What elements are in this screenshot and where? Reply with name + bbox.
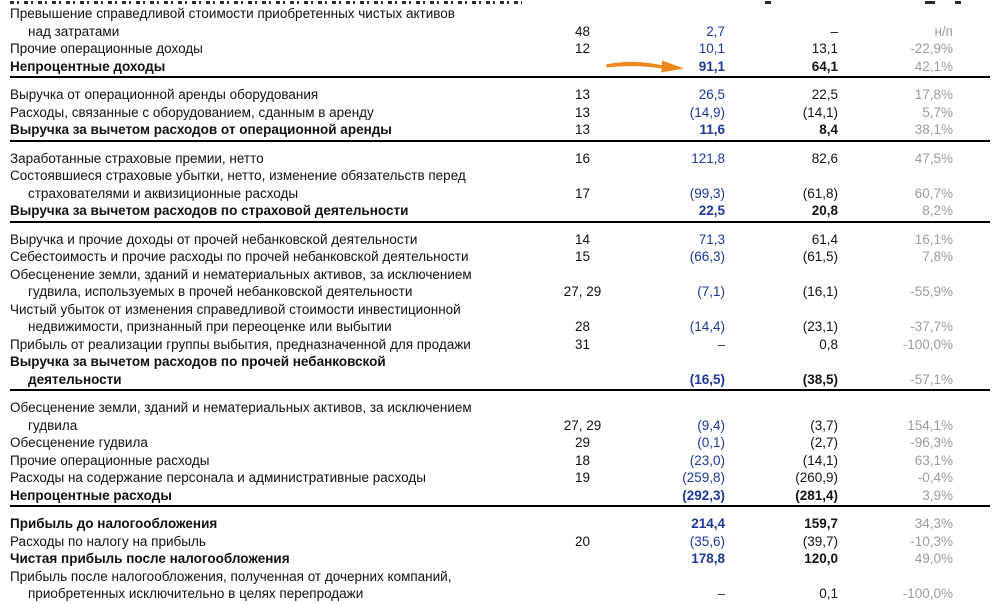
row-label-line: над затратами [28, 23, 120, 39]
note-reference: 20 [574, 533, 591, 549]
row-label [0, 86, 555, 104]
value-prior-period: 82,6 [811, 150, 838, 166]
table-row [0, 5, 1000, 40]
value-current-period: 2,7 [706, 23, 725, 39]
table-row [0, 150, 1000, 168]
row-label-line: приобретенных исключительно в целях перепродажи [28, 586, 364, 601]
note-reference: 19 [574, 470, 591, 485]
row-label [0, 301, 555, 336]
value-prior-period: (38,5) [802, 371, 838, 387]
row-label-line: Выручка за вычетом расходов от операционной аренды [10, 122, 392, 137]
row-label [0, 550, 555, 568]
row-label [0, 5, 555, 40]
row-label [0, 487, 555, 505]
value-prior-period: 120,0 [804, 551, 838, 566]
row-label [0, 104, 555, 122]
row-label-line: Выручка от операционной аренды оборудования [10, 87, 319, 102]
row-label-line: гудвила, используемых в прочей небанковской деятельности [28, 284, 413, 299]
change-percent: 34,3% [914, 516, 953, 531]
change-percent: -57,1% [910, 371, 953, 387]
change-percent: -0,4% [917, 470, 953, 485]
change-percent: 154,1% [907, 417, 953, 433]
change-percent: 47,5% [914, 150, 953, 166]
row-label-line: Себестоимость и прочие расходы по прочей небанковской деятельности [10, 249, 469, 264]
change-percent: 42,1% [914, 58, 953, 74]
value-prior-period: (3,7) [810, 417, 838, 433]
value-current-period: 11,6 [699, 122, 725, 137]
value-current-period: 10,1 [698, 41, 725, 56]
value-current-period: (99,3) [689, 185, 725, 201]
value-prior-period: (14,1) [802, 104, 838, 120]
row-label-line: Обесценение гудвила [10, 435, 148, 450]
table-row [0, 266, 1000, 301]
note-reference: 14 [574, 231, 591, 247]
table-section [0, 142, 1000, 220]
value-prior-period: (61,5) [802, 249, 838, 264]
row-label [0, 469, 555, 487]
table-row [0, 399, 1000, 434]
value-prior-period: (61,8) [802, 185, 838, 201]
note-reference: 15 [574, 249, 591, 264]
change-percent: -22,9% [910, 41, 953, 56]
change-percent: 3,9% [922, 487, 953, 503]
note-reference: 12 [574, 41, 591, 56]
change-percent: 38,1% [914, 122, 953, 137]
row-label-line: Обесценение земли, зданий и нематериальных активов, за исключением [10, 400, 472, 415]
row-label-line: Расходы на содержание персонала и административные расходы [10, 470, 426, 485]
table-row [0, 452, 1000, 470]
table-row [0, 121, 1000, 139]
row-label-line: Прочие операционные доходы [10, 41, 203, 56]
row-label [0, 121, 555, 139]
row-label-line: Расходы по налогу на прибыль [10, 533, 206, 549]
value-current-period: 91,1 [610, 58, 725, 76]
row-label-line: Превышение справедливой стоимости приобретенных чистых активов [10, 6, 455, 21]
change-percent: н/п [934, 23, 953, 39]
row-label-line: Прочие операционные расходы [10, 452, 210, 468]
change-percent: 7,8% [922, 249, 953, 264]
row-label-line: Прибыль после налогообложения, полученная от дочерних компаний, [10, 568, 452, 584]
value-current-period: (0,1) [697, 435, 725, 450]
change-percent: 60,7% [914, 185, 953, 201]
value-prior-period: 159,7 [804, 516, 838, 531]
change-percent: 49,0% [914, 551, 953, 566]
note-reference: 27, 29 [563, 284, 602, 299]
row-label [0, 336, 555, 354]
note-reference: 17 [574, 185, 591, 201]
table-row [0, 231, 1000, 249]
row-label-line: страхователями и аквизиционные расходы [28, 185, 299, 201]
row-label [0, 58, 555, 76]
table-row [0, 336, 1000, 354]
row-label [0, 266, 555, 301]
table-row [0, 533, 1000, 551]
row-label-line: Чистый убыток от изменения справедливой стоимости инвестиционной [10, 301, 461, 317]
value-current-period: (23,0) [689, 452, 725, 468]
table-row [0, 167, 1000, 202]
row-label-line: Выручка и прочие доходы от прочей небанковской деятельности [10, 231, 418, 247]
table-row [0, 469, 1000, 487]
value-current-period: (292,3) [682, 487, 725, 503]
row-label [0, 40, 555, 58]
table-row [0, 515, 1000, 533]
row-label-line: деятельности [28, 371, 122, 387]
value-current-period: (9,4) [697, 417, 725, 433]
row-label-line: Непроцентные расходы [10, 487, 172, 503]
change-percent: -100,0% [902, 586, 953, 601]
value-prior-period: 13,1 [811, 41, 838, 56]
change-percent: -37,7% [910, 319, 953, 334]
row-label [0, 353, 555, 388]
value-current-period: 121,8 [691, 150, 725, 166]
table-section [0, 78, 1000, 139]
row-label-line: Выручка за вычетом расходов по прочей небанковской [10, 354, 386, 369]
table-row [0, 353, 1000, 388]
row-label-line: Непроцентные доходы [10, 58, 166, 74]
change-percent: -10,3% [910, 533, 953, 549]
table-row [0, 202, 1000, 220]
note-reference: 13 [574, 87, 591, 102]
change-percent: -96,3% [910, 435, 953, 450]
value-prior-period: – [830, 23, 838, 39]
table-row [0, 58, 1000, 76]
table-row [0, 550, 1000, 568]
table-row [0, 568, 1000, 603]
value-current-period: (16,5) [689, 371, 725, 387]
value-prior-period: (16,1) [802, 284, 838, 299]
change-percent: 16,1% [914, 231, 953, 247]
value-current-period: 178,8 [691, 551, 725, 566]
change-percent: -55,9% [910, 284, 953, 299]
value-current-period: (66,3) [689, 249, 725, 264]
row-label-line: Чистая прибыль после налогообложения [10, 551, 290, 566]
value-prior-period: 64,1 [811, 58, 838, 74]
table-section [0, 507, 1000, 603]
row-label-line: Прибыль от реализации группы выбытия, предназначенной для продажи [10, 336, 471, 352]
note-reference: 29 [574, 435, 591, 450]
table-section [0, 4, 1000, 75]
value-current-period: (7,1) [697, 284, 725, 299]
change-percent: 5,7% [922, 104, 953, 120]
value-current-period: 26,5 [698, 87, 725, 102]
note-reference: 18 [574, 452, 591, 468]
table-row [0, 434, 1000, 452]
note-reference: 28 [574, 319, 591, 334]
row-label [0, 515, 555, 533]
row-label [0, 150, 555, 168]
row-label-line: недвижимости, признанный при переоценке или выбытии [28, 319, 392, 334]
value-prior-period: 8,4 [819, 122, 838, 137]
table-section [0, 391, 1000, 504]
note-reference: 16 [574, 150, 591, 166]
change-percent: 8,2% [922, 203, 953, 218]
value-current-period: (14,9) [689, 104, 725, 120]
value-prior-period: 0,1 [819, 586, 838, 601]
value-current-period: 71,3 [698, 231, 725, 247]
row-label-line: Заработанные страховые премии, нетто [10, 150, 264, 166]
row-label [0, 434, 555, 452]
value-current-period: (35,6) [689, 533, 725, 549]
change-percent: -100,0% [902, 336, 953, 352]
value-current-period: 22,5 [698, 203, 725, 218]
row-label-line: Расходы, связанные с оборудованием, сданным в аренду [10, 104, 374, 120]
change-percent: 63,1% [914, 452, 953, 468]
value-current-period: (14,4) [689, 319, 725, 334]
table-row [0, 301, 1000, 336]
row-label-line: Прибыль до налогообложения [10, 516, 218, 531]
table-row [0, 248, 1000, 266]
note-reference: 31 [574, 336, 591, 352]
table-row [0, 40, 1000, 58]
row-label-line: Выручка за вычетом расходов по страховой деятельности [10, 203, 409, 218]
table-row [0, 104, 1000, 122]
change-percent: 17,8% [914, 87, 953, 102]
value-prior-period: (2,7) [810, 435, 838, 450]
row-label [0, 231, 555, 249]
row-label [0, 452, 555, 470]
row-label-line: гудвила [28, 417, 78, 433]
note-reference: 48 [574, 23, 591, 39]
value-current-period: – [717, 586, 725, 601]
value-prior-period: (23,1) [802, 319, 838, 334]
row-label [0, 568, 555, 603]
row-label [0, 248, 555, 266]
value-prior-period: (281,4) [795, 487, 838, 503]
note-reference: 13 [574, 104, 591, 120]
row-label-line: Состоявшиеся страховые убытки, нетто, изменение обязательств перед [10, 168, 466, 183]
value-prior-period: (39,7) [802, 533, 838, 549]
note-reference: 27, 29 [563, 417, 602, 433]
table-section [0, 223, 1000, 389]
row-label [0, 399, 555, 434]
value-prior-period: 22,5 [811, 87, 838, 102]
value-prior-period: (14,1) [802, 452, 838, 468]
row-label-line: Обесценение земли, зданий и нематериальных активов, за исключением [10, 266, 472, 282]
row-label [0, 167, 555, 202]
table-row [0, 86, 1000, 104]
note-reference: 13 [574, 122, 591, 137]
table-row [0, 487, 1000, 505]
arrow-right-icon [605, 58, 685, 73]
value-prior-period: 0,8 [819, 336, 838, 352]
value-prior-period: 61,4 [811, 231, 838, 247]
row-label [0, 202, 555, 220]
row-label [0, 533, 555, 551]
value-current-period: (259,8) [682, 470, 725, 485]
value-prior-period: 20,8 [811, 203, 838, 218]
income-statement-table [0, 4, 1000, 604]
value-prior-period: (260,9) [795, 470, 838, 485]
value-current-period: 214,4 [691, 516, 725, 531]
value-current-period: – [717, 336, 725, 352]
